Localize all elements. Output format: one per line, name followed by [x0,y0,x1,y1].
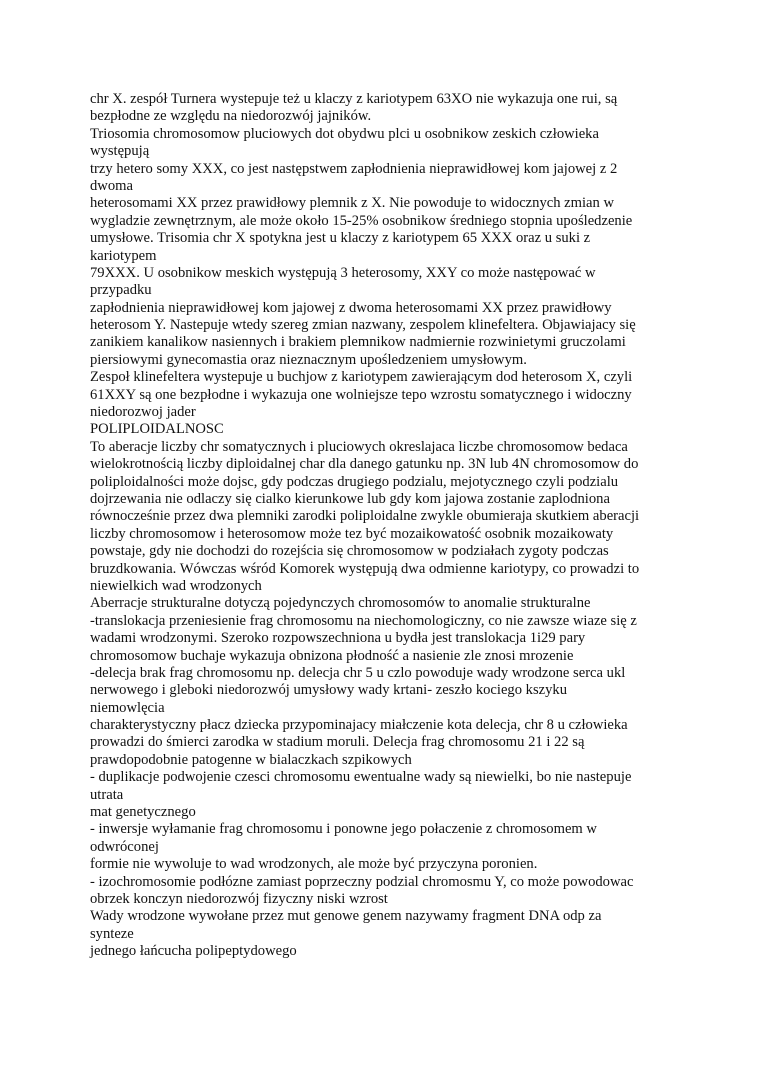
text-line: To aberacje liczby chr somatycznych i pluciowych okreslajaca liczbe chromosomow bedaca [90,438,628,455]
text-line: umysłowe. Trisomia chr X spotykna jest u klaczy z kariotypem 65 XXX oraz u suki z [90,230,591,247]
text-line: dojrzewania nie odlaczy się cialko kierunkowe lub gdy kom jajowa zostanie zaplodniona [90,490,610,507]
document-body [90,91,680,961]
text-line: Zespoł klinefeltera wystepuje u buchjow z kariotypem zawierającym dod heterosom X, czyli [90,369,633,386]
text-line: POLIPLOIDALNOSC [90,421,224,438]
text-line: heterosomami XX przez prawidłowy plemnik z X. Nie powoduje to widocznych zmian w [90,195,615,212]
text-line: niewielkich wad wrodzonych [90,577,262,594]
text-line: nerwowego i gleboki niedorozwój umysłowy wady krtani- zeszło kociego kszyku [90,682,568,699]
text-line: odwróconej [90,838,159,855]
text-line: zapłodnienia nieprawidłowej kom jajowej z dwoma heterosomami XX przez prawidłowy [90,299,612,316]
text-line: obrzek konczyn niedorozwój fizyczny niski wzrost [90,890,388,907]
text-line: wadami wrodzonymi. Szeroko rozpowszechniona u bydła jest translokacja 1i29 pary [90,630,586,647]
text-line: Triosomia chromosomow pluciowych dot obydwu plci u osobnikow zeskich człowieka [90,125,599,142]
text-line: wygladzie zewnętrznym, ale może około 15-25% osobnikow średniego stopnia upośledzenie [90,212,633,229]
text-line: - inwersje wyłamanie frag chromosomu i ponowne jego połaczenie z chromosomem w [90,821,597,838]
text-line: chr X. zespół Turnera wystepuje też u klaczy z kariotypem 63XO nie wykazuja one rui, są [90,91,618,107]
text-line: równocześnie przez dwa plemniki zarodki poliploidalne zwykle obumieraja skutkiem aberacji [90,508,640,525]
text-line: bezpłodne ze względu na niedorozwój jajników. [90,108,372,125]
text-line: Wady wrodzone wywołane przez mut genowe genem nazywamy fragment DNA odp za [90,908,602,925]
text-line: trzy hetero somy XXX, co jest następstwem zapłodnienia nieprawidłowej kom jajowej z 2 [90,160,618,177]
text-line: formie nie wywoluje to wad wrodzonych, ale może być przyczyna poronien. [90,856,538,873]
text-line: charakterystyczny płacz dziecka przypominajacy miałczenie kota delecja, chr 8 u człowieka [90,717,628,734]
text-line: przypadku [90,282,152,299]
text-line: heterosom Y. Nastepuje wtedy szereg zmian nazwany, zespolem klinefeltera. Objawiajacy się [90,317,636,334]
text-line: 79XXX. U osobnikow meskich występują 3 heterosomy, XXY co może następować w [90,264,596,281]
text-line: -translokacja przeniesienie frag chromosomu na niechomologiczny, co nie zawsze wiaze się z [90,612,637,629]
text-line: bruzdkowania. Wówczas wśród Komorek występują dwa odmienne kariotypy, co prowadzi to [90,560,640,577]
text-line: występują [90,143,150,160]
text-line: niedorozwoj jader [90,404,196,421]
text-line: piersiowymi gynecomastia oraz nieznacznym upośledzeniem umysłowym. [90,351,527,368]
text-line: prawdopodobnie patogenne w bialaczkach szpikowych [90,751,412,768]
text-line: jednego łańcucha polipeptydowego [90,943,297,960]
text-line: zanikiem kanalikow nasiennych i brakiem plemnikow nadmiernie rozwinietymi gruczolami [90,334,626,351]
text-line: mat genetycznego [90,804,196,821]
text-line: - duplikacje podwojenie czesci chromosomu ewentualne wady są niewielki, bo nie nastepuje [90,769,632,786]
text-line: kariotypem [90,247,157,264]
text-line: prowadzi do śmierci zarodka w stadium moruli. Delecja frag chromosomu 21 i 22 są [90,734,585,751]
text-line: 61XXY są one bezpłodne i wykazuja one wolniejsze tepo wzrostu somatycznego i widoczny [90,386,632,403]
text-line: liczby chromosomow i heterosomow może tez być mozaikowatość osobnik mozaikowaty [90,525,614,542]
text-line: - izochromosomie podłózne zamiast poprzeczny podzial chromosmu Y, co może powodowac [90,873,634,890]
text-line: poliploidalności może dojsc, gdy podczas drugiego podzialu, mejotycznego czyli podzialu [90,473,619,490]
text-line: chromosomow buchaje wykazuja obnizona płodność a nasienie zle znosi mrozenie [90,647,574,664]
text-line: dwoma [90,177,133,194]
text-line: synteze [90,925,134,942]
text-line: powstaje, gdy nie dochodzi do rozejścia się chromosomow w podziałach zygoty podczas [90,543,609,560]
text-line: -delecja brak frag chromosomu np. delecja chr 5 u czlo powoduje wady wrodzone serca ukl [90,664,626,681]
text-line: Aberracje strukturalne dotyczą pojedynczych chromosomów to anomalie strukturalne [90,595,591,612]
text-line: niemowlęcia [90,699,165,716]
text-line: wielokrotnością liczby diploidalnej char dla danego gatunku np. 3N lub 4N chromosomow do [90,456,639,473]
text-line: utrata [90,786,124,803]
